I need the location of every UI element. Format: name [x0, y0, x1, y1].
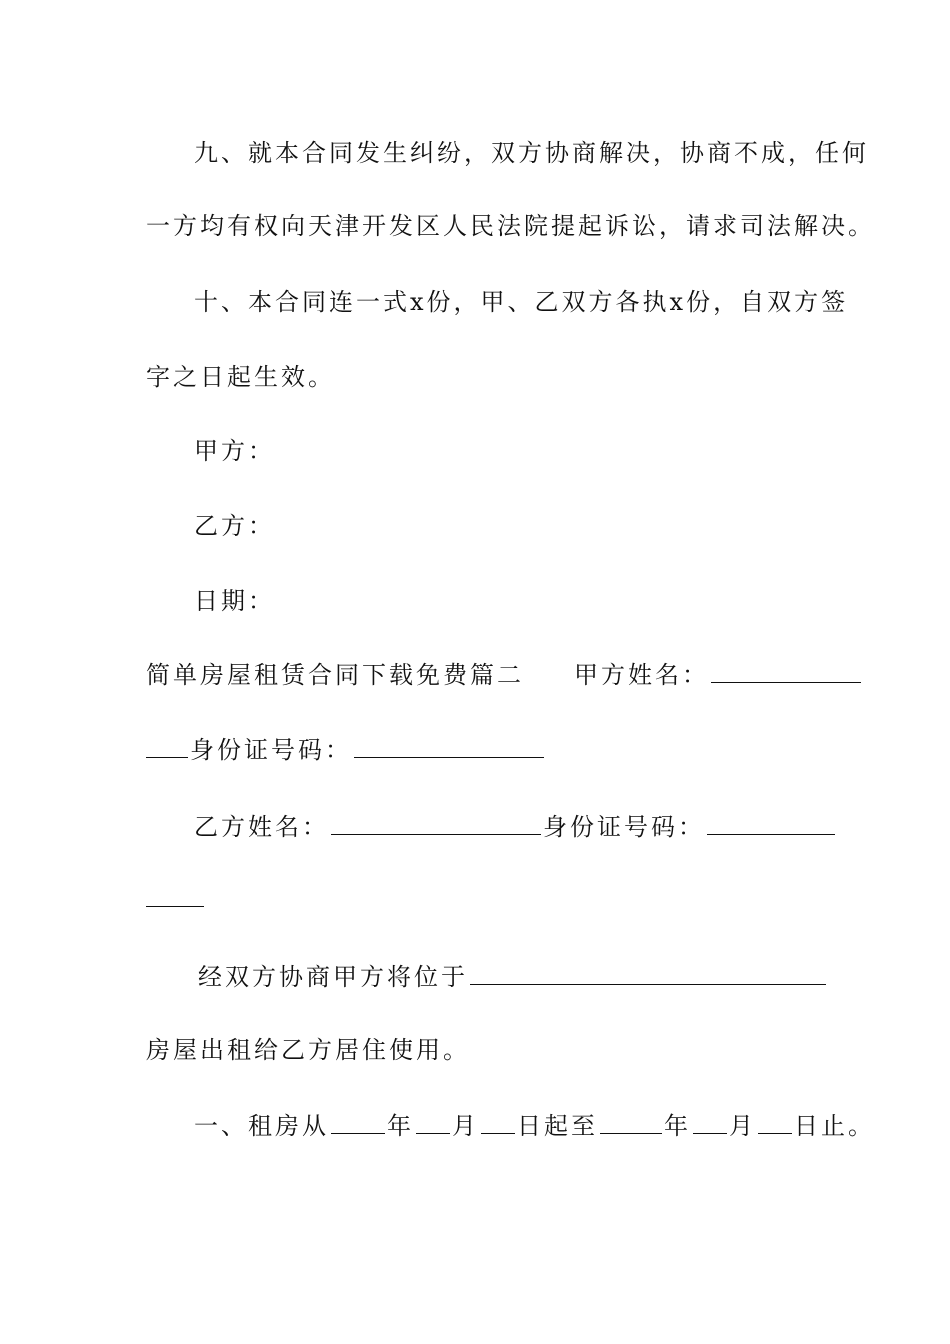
end-year-label: 年 — [664, 1112, 691, 1140]
start-year-blank — [331, 1111, 385, 1134]
end-month-blank — [693, 1111, 727, 1134]
clause-9-line-2: 一方均有权向天津开发区人民法院提起诉讼，请求司法解决。 — [146, 212, 875, 240]
section-2-title: 简单房屋租赁合同下载免费篇二 — [146, 661, 524, 689]
end-month-label: 月 — [729, 1112, 756, 1140]
party-b-name-blank — [331, 812, 541, 835]
agreement-prefix: 经双方协商甲方将位于 — [198, 963, 468, 991]
party-b-signature-label: 乙方： — [194, 512, 275, 540]
agreement-line-2: 房屋出租给乙方居住使用。 — [146, 1036, 470, 1064]
clause-9-line-1: 九、就本合同发生纠纷，双方协商解决，协商不成，任何 — [194, 139, 869, 167]
start-day-blank — [481, 1111, 515, 1134]
agreement-line-1 — [198, 962, 888, 992]
date-signature-label: 日期： — [194, 587, 275, 615]
party-a-id-line — [146, 735, 836, 765]
end-day-blank — [758, 1111, 792, 1134]
party-b-id-label: 身份证号码： — [543, 813, 705, 841]
party-a-name-blank — [711, 660, 861, 683]
party-b-id-blank-cont — [146, 884, 204, 907]
party-b-id-blank — [707, 812, 835, 835]
end-year-blank — [600, 1111, 662, 1134]
party-a-name-blank-cont — [146, 735, 188, 758]
party-b-name-label: 乙方姓名： — [194, 813, 329, 841]
section-2-heading-line — [146, 660, 836, 690]
party-a-id-label: 身份证号码： — [190, 736, 352, 764]
party-b-line — [194, 812, 884, 842]
start-month-label: 月 — [452, 1112, 479, 1140]
party-a-id-blank — [354, 735, 544, 758]
party-b-id-cont-line — [146, 884, 836, 914]
lease-term-line — [194, 1111, 884, 1141]
start-year-label: 年 — [387, 1112, 414, 1140]
start-month-blank — [416, 1111, 450, 1134]
end-day-label: 日止。 — [794, 1112, 875, 1140]
clause-10-line-1: 十、本合同连一式x份，甲、乙双方各执x份，自双方签 — [194, 288, 849, 316]
party-a-signature-label: 甲方： — [194, 437, 275, 465]
party-a-name-label: 甲方姓名： — [574, 661, 709, 689]
property-location-blank — [470, 962, 826, 985]
lease-term-prefix: 一、租房从 — [194, 1112, 329, 1140]
start-day-label: 日起至 — [517, 1112, 598, 1140]
clause-10-line-2: 字之日起生效。 — [146, 363, 335, 391]
